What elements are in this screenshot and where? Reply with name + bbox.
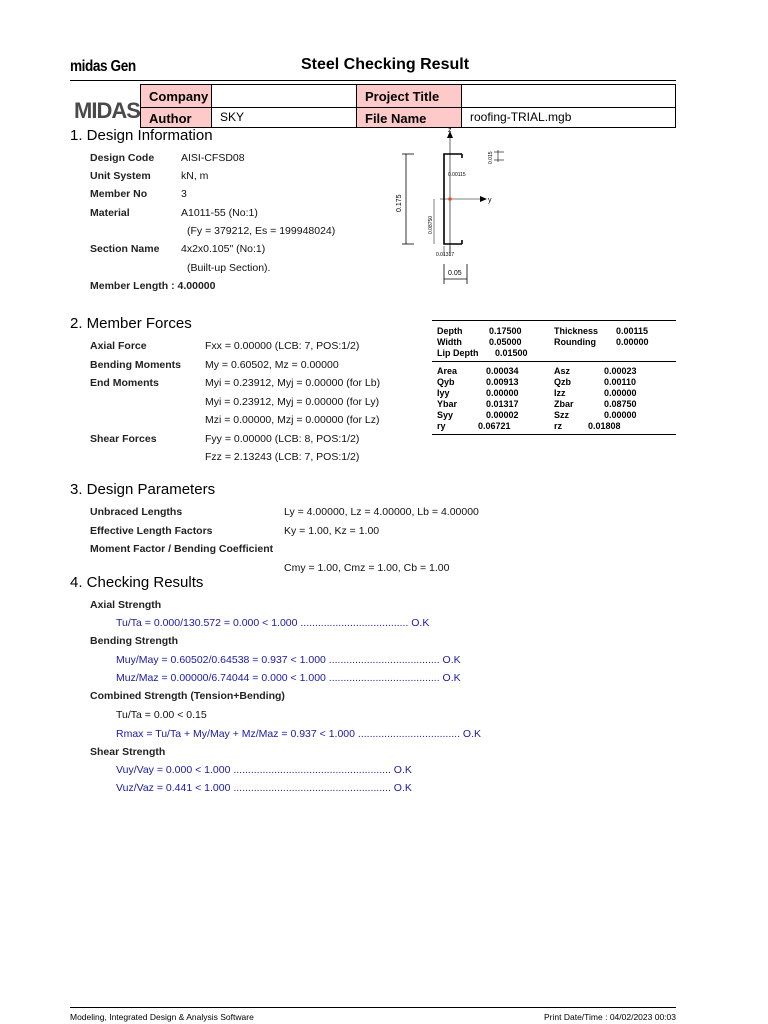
- prop-value: 0.01317: [486, 399, 519, 409]
- end-moment-ly: Myi = 0.23912, Myj = 0.00000 (for Ly): [205, 396, 380, 408]
- unbraced-lengths-value: Ly = 4.00000, Lz = 4.00000, Lb = 4.00000: [284, 506, 479, 518]
- prop-value: 0.00034: [486, 366, 519, 376]
- member-length: Member Length : 4.00000: [90, 280, 216, 292]
- prop-label: Qzb: [554, 377, 571, 387]
- footer-print-date: Print Date/Time : 04/02/2023 00:03: [544, 1012, 676, 1022]
- svg-text:MIDAS: MIDAS: [74, 98, 140, 123]
- design-info-heading: 1. Design Information: [70, 127, 213, 144]
- prop-value: 0.00110: [604, 377, 637, 387]
- z-axis-label: z: [448, 127, 452, 134]
- prop-value: 0.06721: [478, 421, 511, 431]
- prop-label: Ybar: [437, 399, 458, 409]
- material-properties: (Fy = 379212, Es = 199948024): [187, 225, 336, 237]
- bending-check-y: Muy/May = 0.60502/0.64538 = 0.937 < 1.000 ...................................... O.K: [116, 654, 461, 666]
- section-drawing: [392, 124, 522, 294]
- header-rule-top: [70, 80, 676, 81]
- prop-value: 0.00000: [616, 337, 649, 347]
- shear-force-z: Fzz = 2.13243 (LCB: 7, POS:1/2): [205, 451, 360, 463]
- prop-value: 0.01500: [495, 348, 528, 358]
- author-value: SKY: [211, 107, 357, 128]
- footer-left: Modeling, Integrated Design & Analysis Software: [70, 1012, 254, 1022]
- file-name-value: roofing-TRIAL.mgb: [461, 107, 676, 128]
- svg-text:0.015: 0.015: [488, 151, 494, 164]
- member-no-value: 3: [181, 188, 187, 200]
- axial-strength-label: Axial Strength: [90, 599, 162, 611]
- design-code-value: AISI-CFSD08: [181, 152, 245, 164]
- bending-moments-value: My = 0.60502, Mz = 0.00000: [205, 359, 339, 371]
- svg-text:0.00115: 0.00115: [448, 172, 466, 178]
- prop-value: 0.00002: [486, 410, 519, 420]
- end-moment-lz: Mzi = 0.00000, Mzj = 0.00000 (for Lz): [205, 414, 380, 426]
- prop-label: Szz: [554, 410, 570, 420]
- prop-label: Area: [437, 366, 458, 376]
- material-value: A1011-55 (No:1): [181, 207, 258, 219]
- prop-value: 0.05000: [489, 337, 522, 347]
- prop-value: 0.00115: [616, 326, 649, 336]
- prop-label: Qyb: [437, 377, 455, 387]
- author-label: Author: [140, 107, 212, 128]
- bending-strength-label: Bending Strength: [90, 635, 179, 647]
- unit-system-label: Unit System: [90, 170, 151, 182]
- moment-factor-value: Cmy = 1.00, Cmz = 1.00, Cb = 1.00: [284, 562, 450, 574]
- prop-value: 0.00000: [604, 388, 637, 398]
- prop-label: Depth: [437, 326, 463, 336]
- end-moment-lb: Myi = 0.23912, Myj = 0.00000 (for Lb): [205, 377, 381, 389]
- company-value: [211, 84, 357, 108]
- svg-text:0.175: 0.175: [396, 194, 403, 212]
- y-axis-label: y: [488, 197, 492, 204]
- section-name-label: Section Name: [90, 243, 160, 255]
- shear-forces-label: Shear Forces: [90, 433, 157, 445]
- shear-check-y: Vuy/Vay = 0.000 < 1.000 ...................................................... O.K: [116, 764, 412, 776]
- prop-value: 0.17500: [489, 326, 522, 336]
- bending-moments-label: Bending Moments: [90, 359, 181, 371]
- project-title-label: Project Title: [356, 84, 462, 108]
- prop-value: 0.00023: [604, 366, 637, 376]
- axial-force-label: Axial Force: [90, 340, 147, 352]
- unit-system-value: kN, m: [181, 170, 209, 182]
- prop-label: ry: [437, 421, 446, 431]
- prop-value: 0.08750: [604, 399, 637, 409]
- prop-value: 0.00000: [604, 410, 637, 420]
- section-name-value: 4x2x0.105" (No:1): [181, 243, 266, 255]
- prop-value: 0.00913: [486, 377, 519, 387]
- design-params-heading: 3. Design Parameters: [70, 481, 216, 498]
- project-title-value: [461, 84, 676, 108]
- prop-label: Izz: [554, 388, 566, 398]
- svg-text:0.05: 0.05: [448, 270, 462, 277]
- checking-results-heading: 4. Checking Results: [70, 574, 204, 591]
- member-no-label: Member No: [90, 188, 148, 200]
- effective-length-label: Effective Length Factors: [90, 525, 213, 537]
- brand-name: midas Gen: [70, 58, 136, 75]
- prop-value: 0.00000: [486, 388, 519, 398]
- prop-value: 0.01808: [588, 421, 621, 431]
- prop-label: Rounding: [554, 337, 596, 347]
- end-moments-label: End Moments: [90, 377, 159, 389]
- file-name-label: File Name: [356, 107, 462, 128]
- unbraced-lengths-label: Unbraced Lengths: [90, 506, 183, 518]
- svg-text:0.01317: 0.01317: [436, 252, 455, 258]
- combined-strength-label: Combined Strength (Tension+Bending): [90, 690, 285, 702]
- combined-check: Rmax = Tu/Ta + My/May + Mz/Maz = 0.937 < 1.000 ................................... O.K: [116, 728, 482, 740]
- prop-label: Syy: [437, 410, 454, 420]
- shear-check-z: Vuz/Vaz = 0.441 < 1.000 ...................................................... O.K: [116, 782, 412, 794]
- midas-logo: [72, 94, 140, 124]
- moment-factor-label: Moment Factor / Bending Coefficient: [90, 543, 274, 555]
- effective-length-value: Ky = 1.00, Kz = 1.00: [284, 525, 380, 537]
- member-forces-heading: 2. Member Forces: [70, 315, 192, 332]
- prop-label: Iyy: [437, 388, 450, 398]
- prop-label: Lip Depth: [437, 348, 479, 358]
- section-type: (Built-up Section).: [187, 262, 271, 274]
- bending-check-z: Muz/Maz = 0.00000/6.74044 = 0.000 < 1.000 ...................................... O.K: [116, 672, 461, 684]
- prop-label: Zbar: [554, 399, 574, 409]
- page-title: Steel Checking Result: [300, 56, 470, 73]
- shear-force-y: Fyy = 0.00000 (LCB: 8, POS:1/2): [205, 433, 360, 445]
- footer-rule: [70, 1007, 676, 1008]
- combined-tension-ratio: Tu/Ta = 0.00 < 0.15: [116, 709, 207, 721]
- shear-strength-label: Shear Strength: [90, 746, 166, 758]
- prop-label: rz: [554, 421, 563, 431]
- company-label: Company: [140, 84, 212, 108]
- material-label: Material: [90, 207, 130, 219]
- svg-text:0.08750: 0.08750: [428, 215, 434, 234]
- prop-label: Thickness: [554, 326, 599, 336]
- prop-label: Asz: [554, 366, 571, 376]
- axial-force-value: Fxx = 0.00000 (LCB: 7, POS:1/2): [205, 340, 360, 352]
- prop-label: Width: [437, 337, 462, 347]
- design-code-label: Design Code: [90, 152, 155, 164]
- axial-strength-check: Tu/Ta = 0.000/130.572 = 0.000 < 1.000 ..................................... O.K: [116, 617, 430, 629]
